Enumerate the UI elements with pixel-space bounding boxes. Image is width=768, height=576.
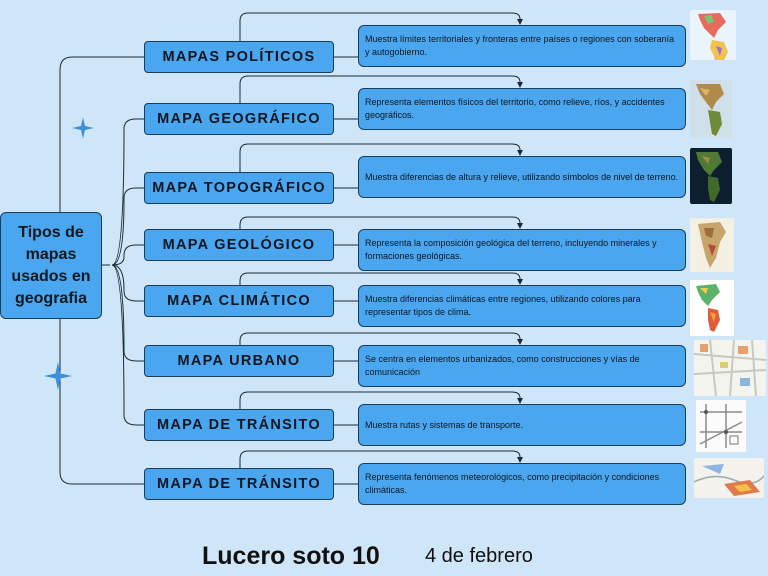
desc-text: Muestra diferencias de altura y relieve, utilizando símbolos de nivel de terreno. xyxy=(365,171,679,182)
desc-text: Representa la composición geológica del terreno, incluyendo minerales y formaciones geológicas. xyxy=(365,238,657,261)
desc-text: Muestra diferencias climáticas entre regiones, utilizando colores para representar tipos de clima. xyxy=(365,294,641,317)
node-title: MAPAS POLÍTICOS xyxy=(162,49,316,65)
desc-mapa-geologico[interactable] xyxy=(358,229,686,271)
desc-mapa-meteorologico[interactable] xyxy=(358,463,686,505)
author-name: Lucero soto 10 xyxy=(202,542,380,570)
node-link xyxy=(240,217,520,229)
node-title: MAPA DE TRÁNSITO xyxy=(157,417,321,433)
desc-text: Representa fenómenos meteorológicos, como precipitación y condiciones climáticas. xyxy=(365,472,660,495)
node-title: MAPA TOPOGRÁFICO xyxy=(152,180,326,196)
desc-mapa-geografico[interactable] xyxy=(358,88,686,130)
node-mapas-politicos[interactable] xyxy=(144,41,334,73)
node-mapa-geologico[interactable] xyxy=(144,229,334,261)
node-mapa-de-transito-2[interactable] xyxy=(144,468,334,500)
node-mapa-geografico[interactable] xyxy=(144,103,334,135)
desc-text: Muestra límites territoriales y fronteras entre países o regiones con soberanía y autogobierno. xyxy=(365,34,675,57)
node-mapa-urbano[interactable] xyxy=(144,345,334,377)
desc-text: Representa elementos físicos del territorio, como relieve, ríos, y accidentes geográficos. xyxy=(365,97,665,120)
urban-map-icon xyxy=(694,340,766,396)
node-link xyxy=(240,333,520,345)
root-link xyxy=(112,265,144,301)
desc-mapa-topografico[interactable] xyxy=(358,156,686,198)
node-title: MAPA GEOGRÁFICO xyxy=(157,111,321,127)
node-title: MAPA CLIMÁTICO xyxy=(167,293,311,309)
root-link xyxy=(112,265,144,361)
node-mapa-de-transito[interactable] xyxy=(144,409,334,441)
node-mapa-topografico[interactable] xyxy=(144,172,334,204)
root-link xyxy=(112,265,144,425)
desc-text: Se centra en elementos urbanizados, como construcciones y vías de comunicación xyxy=(365,354,640,377)
weather-map-icon xyxy=(694,458,764,498)
desc-mapa-urbano[interactable] xyxy=(358,345,686,387)
node-mapa-climatico[interactable] xyxy=(144,285,334,317)
desc-mapa-de-transito[interactable] xyxy=(358,404,686,446)
sparkle-icon xyxy=(72,117,94,139)
desc-text: Muestra rutas y sistemas de transporte. xyxy=(365,419,524,430)
root-link xyxy=(112,188,144,265)
root-label: Tipos de mapas usados en geografia xyxy=(11,223,91,307)
political-map-icon xyxy=(690,10,736,60)
topographic-map-icon xyxy=(690,148,732,204)
geographic-map-icon xyxy=(690,80,732,138)
desc-mapas-politicos[interactable] xyxy=(358,25,686,67)
node-title: MAPA URBANO xyxy=(177,353,301,369)
node-title: MAPA DE TRÁNSITO xyxy=(157,476,321,492)
root-link xyxy=(60,319,144,484)
node-link xyxy=(240,273,520,285)
transit-map-icon xyxy=(696,400,746,452)
sparkle-icon xyxy=(44,362,72,390)
desc-mapa-climatico[interactable] xyxy=(358,285,686,327)
climate-map-icon xyxy=(690,280,734,336)
root-link xyxy=(112,119,144,265)
date-label: 4 de febrero xyxy=(425,545,533,567)
geologic-map-icon xyxy=(690,218,734,272)
node-title: MAPA GEOLÓGICO xyxy=(162,237,316,253)
root-topic[interactable] xyxy=(0,212,102,319)
